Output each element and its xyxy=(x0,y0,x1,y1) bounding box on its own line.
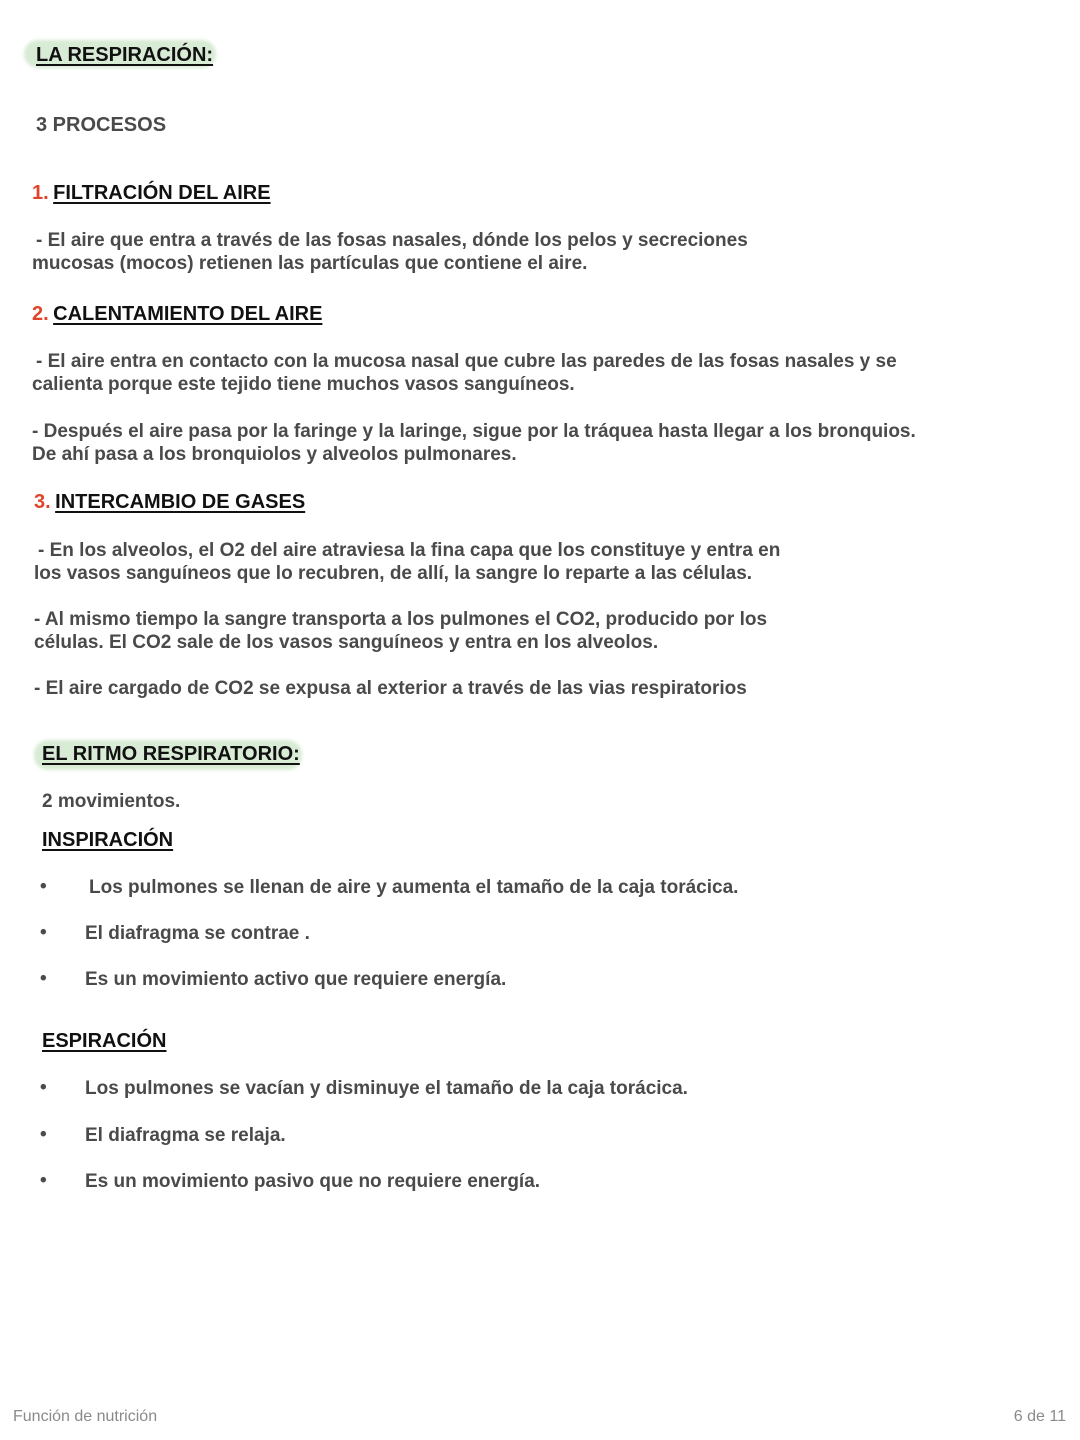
section-2-para-2-line-1: - Después el aire pasa por la faringe y la laringe, sigue por la tráquea hasta llegar a los bronquios. xyxy=(32,421,916,442)
espiracion-item-2: El diafragma se relaja. xyxy=(85,1125,286,1146)
inspiracion-title: INSPIRACIÓN xyxy=(42,829,174,851)
movimientos-count: 2 movimientos. xyxy=(42,791,181,812)
section-2-heading xyxy=(32,303,322,326)
section-3-para-1-line-1: - En los alveolos, el O2 del aire atraviesa la fina capa que los constituye y entra en xyxy=(38,540,781,561)
section-2-para-2-line-2: De ahí pasa a los bronquiolos y alveolos pulmonares. xyxy=(32,444,517,465)
inspiracion-item-2: El diafragma se contrae . xyxy=(85,923,310,944)
espiracion-title: ESPIRACIÓN xyxy=(42,1030,167,1052)
procesos-count: 3 PROCESOS xyxy=(36,114,167,136)
espiracion-bullet-3: • xyxy=(40,1170,47,1191)
section-3-title: INTERCAMBIO DE GASES xyxy=(55,491,306,513)
footer-page-number: 6 de 11 xyxy=(1013,1408,1066,1425)
section-3-para-1-line-2: los vasos sanguíneos que lo recubren, de allí, la sangre lo reparte a las células. xyxy=(34,563,753,584)
section-3-number: 3. xyxy=(34,491,51,513)
section-1-para-1-line-2: mucosas (mocos) retienen las partículas que contiene el aire. xyxy=(32,253,588,274)
inspiracion-bullet-2: • xyxy=(40,922,47,943)
section-1-title: FILTRACIÓN DEL AIRE xyxy=(53,182,271,204)
section-3-para-2-line-2: células. El CO2 sale de los vasos sanguíneos y entra en los alveolos. xyxy=(34,632,659,653)
section-1-para-1-line-1: - El aire que entra a través de las fosas nasales, dónde los pelos y secreciones xyxy=(36,230,748,251)
footer-document-title: Función de nutrición xyxy=(13,1408,158,1425)
section-2-para-1-line-1: - El aire entra en contacto con la mucosa nasal que cubre las paredes de las fosas nasales y se xyxy=(36,351,897,372)
section-2-para-1-line-2: calienta porque este tejido tiene muchos vasos sanguíneos. xyxy=(32,374,575,395)
section-1-number: 1. xyxy=(32,182,49,204)
inspiracion-item-1: Los pulmones se llenan de aire y aumenta el tamaño de la caja torácica. xyxy=(89,877,739,898)
section-2-number: 2. xyxy=(32,303,49,325)
section-3-heading xyxy=(34,491,305,514)
espiracion-item-3: Es un movimiento pasivo que no requiere energía. xyxy=(85,1171,541,1192)
section-2-title: CALENTAMIENTO DEL AIRE xyxy=(53,303,323,325)
section-3-para-3-line-1: - El aire cargado de CO2 se expusa al exterior a través de las vias respiratorios xyxy=(34,678,747,699)
inspiracion-item-3: Es un movimiento activo que requiere energía. xyxy=(85,969,507,990)
section-1-heading xyxy=(32,182,271,205)
page-title: LA RESPIRACIÓN: xyxy=(36,44,214,66)
espiracion-bullet-2: • xyxy=(40,1124,47,1145)
section-3-para-2-line-1: - Al mismo tiempo la sangre transporta a los pulmones el CO2, producido por los xyxy=(34,609,768,630)
ritmo-title: EL RITMO RESPIRATORIO: xyxy=(42,743,300,765)
inspiracion-bullet-3: • xyxy=(40,968,47,989)
espiracion-item-1: Los pulmones se vacían y disminuye el tamaño de la caja torácica. xyxy=(85,1078,688,1099)
espiracion-bullet-1: • xyxy=(40,1077,47,1098)
inspiracion-bullet-1: • xyxy=(40,876,47,897)
